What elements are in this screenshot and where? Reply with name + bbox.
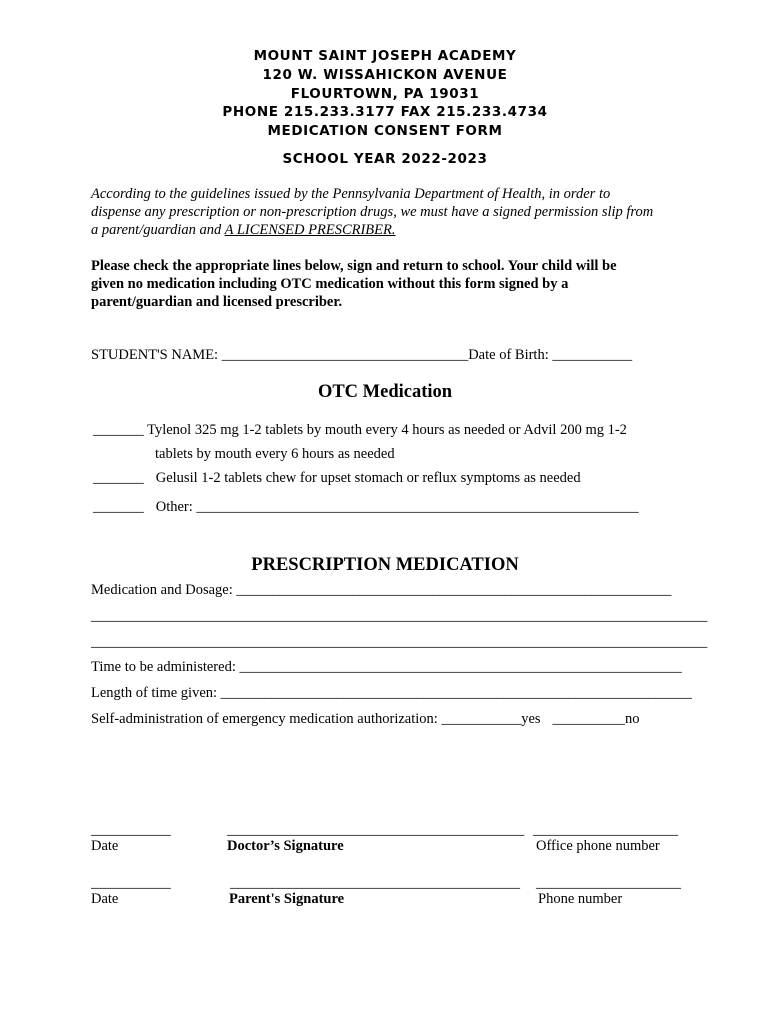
doctor-signature-field[interactable]: _________________________________________ — [227, 822, 525, 838]
yes-field[interactable]: ___________ — [441, 711, 522, 727]
length-label: Length of time given: — [91, 685, 221, 701]
parent-date-label: Date — [91, 891, 119, 907]
intro-line-3 — [91, 222, 396, 239]
dob-field[interactable]: ___________ — [552, 347, 633, 363]
time-row — [91, 659, 682, 676]
parent-phone-label: Phone number — [538, 891, 623, 907]
school-year: SCHOOL YEAR 2022-2023 — [282, 151, 488, 167]
office-phone-label: Office phone number — [536, 838, 660, 854]
student-name-field[interactable]: __________________________________ — [221, 347, 469, 363]
gelusil-text: Gelusil 1-2 tablets chew for upset stomach or reflux symptoms as needed — [155, 470, 581, 486]
dosage-row — [91, 582, 671, 599]
school-city: FLOURTOWN, PA 19031 — [290, 86, 480, 102]
parent-date-field[interactable]: ___________ — [91, 875, 171, 891]
prescription-heading: PRESCRIPTION MEDICATION — [251, 555, 519, 575]
tylenol-text-continued: tablets by mouth every 6 hours as needed — [155, 446, 395, 462]
other-label: Other: — [155, 499, 197, 515]
gelusil-check-field[interactable]: _______ — [93, 470, 144, 486]
school-address: 120 W. WISSAHICKON AVENUE — [262, 67, 508, 83]
intro-line-2: dispense any prescription or non-prescription drugs, we must have a signed permission slip from — [91, 204, 654, 220]
office-phone-field[interactable]: ____________________ — [533, 822, 678, 838]
other-field[interactable]: _____________________________________________________________ — [196, 499, 639, 515]
yes-label: yes — [521, 711, 541, 727]
tylenol-text: Tylenol 325 mg 1-2 tablets by mouth every 4 hours as needed or Advil 200 mg 1-2 — [143, 422, 627, 438]
form-title: MEDICATION CONSENT FORM — [267, 123, 503, 139]
student-row — [91, 347, 632, 364]
length-row — [91, 685, 692, 702]
time-field[interactable]: _____________________________________________________________ — [239, 659, 682, 675]
doctor-date-label: Date — [91, 838, 119, 854]
doctor-date-field[interactable]: ___________ — [91, 822, 171, 838]
dosage-extra-line-1[interactable]: _____________________________________________________________________________________ — [91, 608, 708, 624]
no-field[interactable]: __________ — [552, 711, 626, 727]
parent-signature-field[interactable]: ________________________________________ — [230, 875, 520, 891]
otc-item-other — [93, 499, 639, 516]
dosage-extra-line-2[interactable]: _____________________________________________________________________________________ — [91, 634, 708, 650]
instructions-line-1: Please check the appropriate lines below, sign and return to school. Your child will be — [91, 258, 617, 274]
other-check-field[interactable]: _______ — [93, 499, 144, 515]
licensed-prescriber-text: A LICENSED PRESCRIBER. — [224, 222, 396, 238]
parent-phone-field[interactable]: ____________________ — [536, 875, 681, 891]
instructions-line-3: parent/guardian and licensed prescriber. — [91, 294, 343, 310]
length-field[interactable]: _________________________________________________________________ — [220, 685, 692, 701]
school-phone: PHONE 215.233.3177 FAX 215.233.4734 — [222, 104, 548, 120]
parent-signature-label: Parent's Signature — [229, 891, 345, 907]
dosage-field[interactable]: ____________________________________________________________ — [236, 582, 672, 598]
school-name: MOUNT SAINT JOSEPH ACADEMY — [253, 48, 517, 64]
time-label: Time to be administered: — [91, 659, 240, 675]
otc-item-gelusil — [93, 470, 581, 487]
self-admin-row — [91, 711, 640, 728]
otc-heading: OTC Medication — [317, 382, 453, 402]
dosage-label: Medication and Dosage: — [91, 582, 237, 598]
self-admin-label: Self-administration of emergency medication authorization: — [91, 711, 442, 727]
no-label: no — [625, 711, 640, 727]
otc-item-tylenol — [93, 422, 627, 439]
intro-line-3-text: a parent/guardian and — [91, 222, 225, 238]
tylenol-check-field[interactable]: _______ — [93, 422, 144, 438]
intro-line-1: According to the guidelines issued by the Pennsylvania Department of Health, in order to — [91, 186, 611, 202]
doctor-signature-label: Doctor’s Signature — [227, 838, 344, 854]
instructions-line-2: given no medication including OTC medication without this form signed by a — [91, 276, 569, 292]
student-name-label: STUDENT'S NAME: — [91, 347, 222, 363]
dob-label: Date of Birth: — [468, 347, 553, 363]
